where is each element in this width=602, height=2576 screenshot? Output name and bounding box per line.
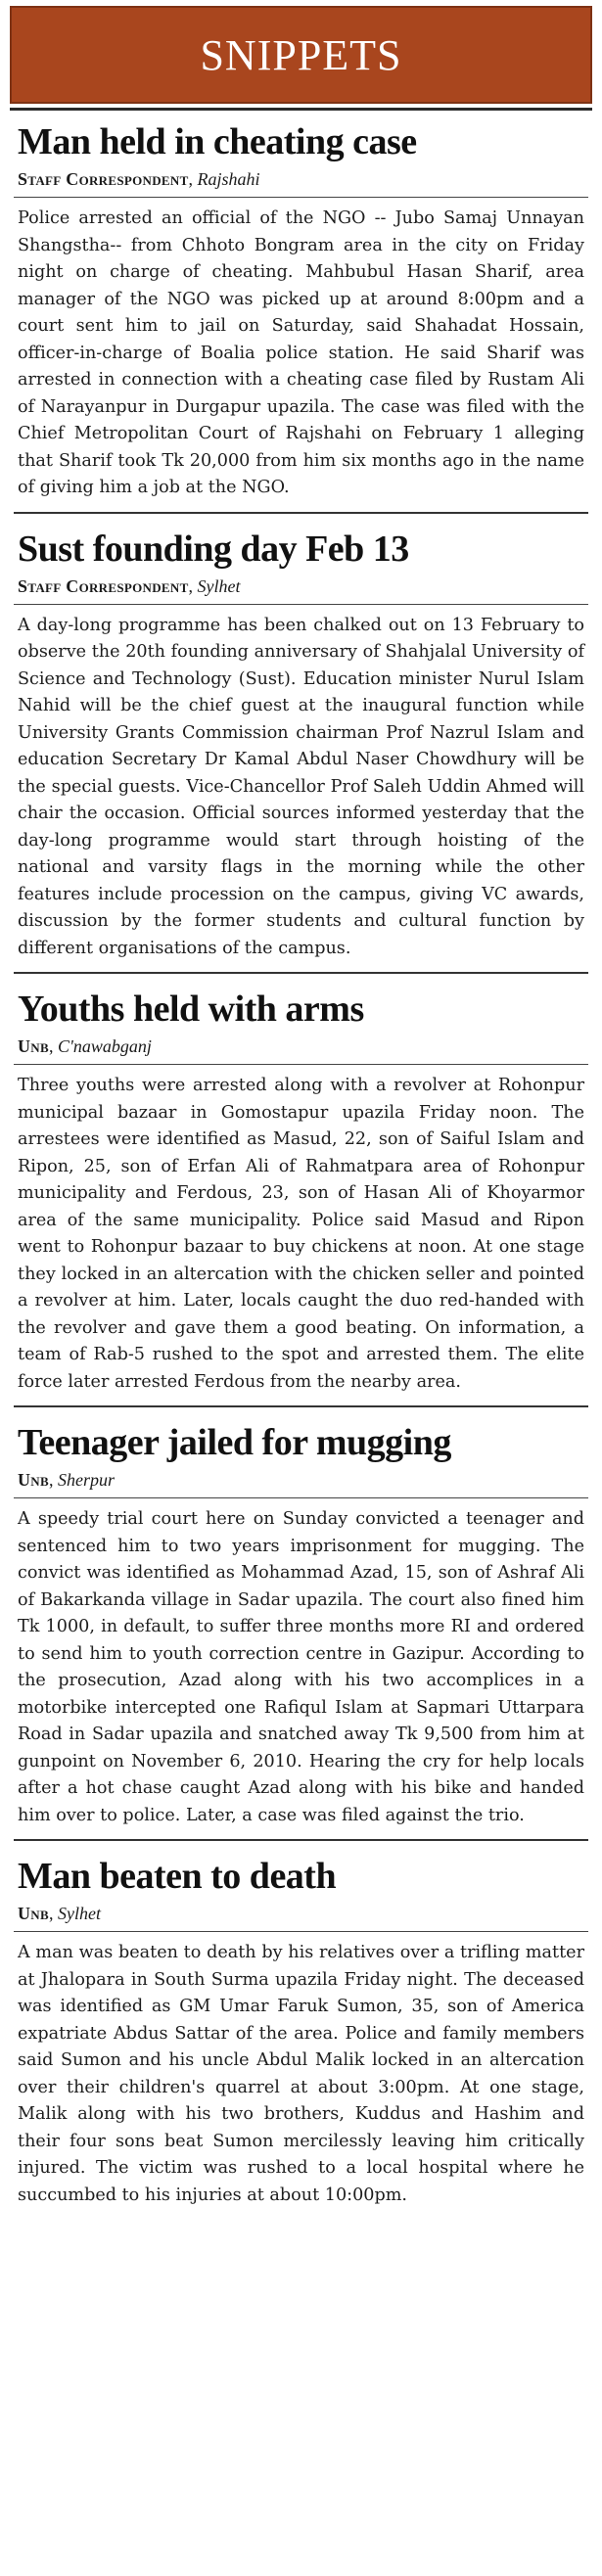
byline-separator	[14, 1064, 588, 1065]
byline-separator	[14, 1497, 588, 1498]
article-byline: Unb, C'nawabganj	[18, 1036, 152, 1056]
article-headline: Sust founding day Feb 13	[18, 528, 409, 570]
byline-separator	[14, 197, 588, 198]
section-banner	[10, 6, 592, 104]
article-byline: Unb, Sylhet	[18, 1904, 101, 1923]
article-headline: Man held in cheating case	[18, 121, 417, 162]
byline-place: Rajshahi	[197, 169, 260, 189]
article-headline: Youths held with arms	[18, 989, 364, 1030]
article-divider	[14, 1405, 588, 1407]
article-divider	[14, 972, 588, 974]
article-body: Police arrested an official of the NGO -- Jubo Samaj Unnayan Shangstha-- from Chhoto Bongram area in the city on Friday night on charge of cheating. Mahbubul Hasan Sharif, area manager of the NGO was picked up at around 8:00pm and a court sent him to jail on Saturday, said Shahadat Hossain, officer-in-charge of Boalia police station. He said Sharif was arrested in connection with a cheating case filed by Rustam Ali of Narayanpur in Durgapur upazila. The case was filed with the Chief Metropolitan Court of Rajshahi on February 1 alleging that Sharif took Tk 20,000 from him six months ago in the name of giving him a job at the NGO.	[18, 208, 584, 497]
article-body: Three youths were arrested along with a revolver at Rohonpur municipal bazaar in Gomostapur upazila Friday noon. The arrestees were identified as Masud, 22, son of Saiful Islam and Ripon, 25, son of Erfan Ali of Rahmatpara area of Rohonpur municipality and Ferdous, 23, son of Hasan Ali of Khoyarmor area of the same municipality. Police said Masud and Ripon went to Rohonpur bazaar to buy chickens at noon. At one stage they locked in an altercation with the chicken seller and pointed a revolver at him. Later, locals caught the duo red-handed with the revolver and gave them a good beating. On information, a team of Rab-5 rushed to the spot and arrested them. The elite force later arrested Ferdous from the nearby area.	[18, 1076, 584, 1392]
article	[14, 988, 588, 1407]
byline-agency: Unb	[18, 1904, 49, 1923]
article-headline: Teenager jailed for mugging	[18, 1422, 451, 1463]
banner-rule	[10, 108, 592, 111]
article-body: A speedy trial court here on Sunday convicted a teenager and sentenced him to two years imprisonment for mugging. The convict was identified as Mohammad Azad, 15, son of Ashraf Ali of Bakarkanda village in Sadar upazila. The court also fined him Tk 1000, in default, to suffer three months more RI and ordered to send him to youth correction centre in Gazipur. According to the prosecution, Azad along with his two accomplices in a motorbike intercepted one Rafiqul Islam at Sapmari Uttarpara Road in Sadar upazila and snatched away Tk 9,500 from him at gunpoint on November 6, 2010. Hearing the cry for help locals after a hot chase caught Azad along with his bike and handed him over to police. Later, a case was filed against the trio.	[18, 1509, 584, 1825]
byline-place: Sherpur	[57, 1470, 115, 1490]
article-byline: Staff Correspondent, Sylhet	[18, 575, 241, 596]
article	[14, 1421, 588, 1841]
article	[14, 120, 588, 514]
byline-place: Sylhet	[57, 1904, 101, 1923]
byline-agency: Unb	[18, 1470, 49, 1490]
article-byline: Unb, Sherpur	[18, 1470, 115, 1490]
article-byline: Staff Correspondent, Rajshahi	[18, 169, 260, 189]
section-title: SNIPPETS	[200, 30, 402, 79]
byline-agency: Staff Correspondent	[18, 169, 189, 189]
article-body: A man was beaten to death by his relatives over a trifling matter at Jhalopara in South Surma upazila Friday night. The deceased was identified as GM Umar Faruk Sumon, 35, son of America expatriate Abdus Sattar of the area. Police and family members said Sumon and his uncle Abdul Malik locked in an altercation over their children's quarrel at about 3:00pm. At one stage, Malik along with his two brothers, Kuddus and Hashim and their four sons beat Sumon mercilessly leaving him critically injured. The victim was rushed to a local hospital where he succumbed to his injuries at about 10:00pm.	[18, 1943, 584, 2205]
article	[14, 1855, 588, 2209]
article	[14, 528, 588, 975]
byline-separator	[14, 604, 588, 605]
article-headline: Man beaten to death	[18, 1856, 337, 1897]
byline-place: C'nawabganj	[57, 1036, 152, 1056]
article-divider	[14, 1839, 588, 1841]
byline-agency: Unb	[18, 1036, 49, 1056]
byline-agency: Staff Correspondent	[18, 575, 189, 596]
article-divider	[14, 512, 588, 514]
article-body: A day-long programme has been chalked out on 13 February to observe the 20th founding anniversary of Shahjalal University of Science and Technology (Sust). Education minister Nurul Islam Nahid will be the chief guest at the inaugural function while University Grants Commission chairman Prof Nazrul Islam and education Secretary Dr Kamal Abdul Naser Chowdhury will be the special guests. Vice-Chancellor Prof Saleh Uddin Ahmed will chair the occasion. Official sources informed yesterday that the day-long programme would start through hoisting of the national and varsity flags in the morning while the other features include procession on the campus, giving VC awards, discussion by the former students and cultural function by different organisations of the campus.	[18, 615, 584, 958]
byline-place: Sylhet	[197, 575, 241, 596]
byline-separator	[14, 1931, 588, 1932]
